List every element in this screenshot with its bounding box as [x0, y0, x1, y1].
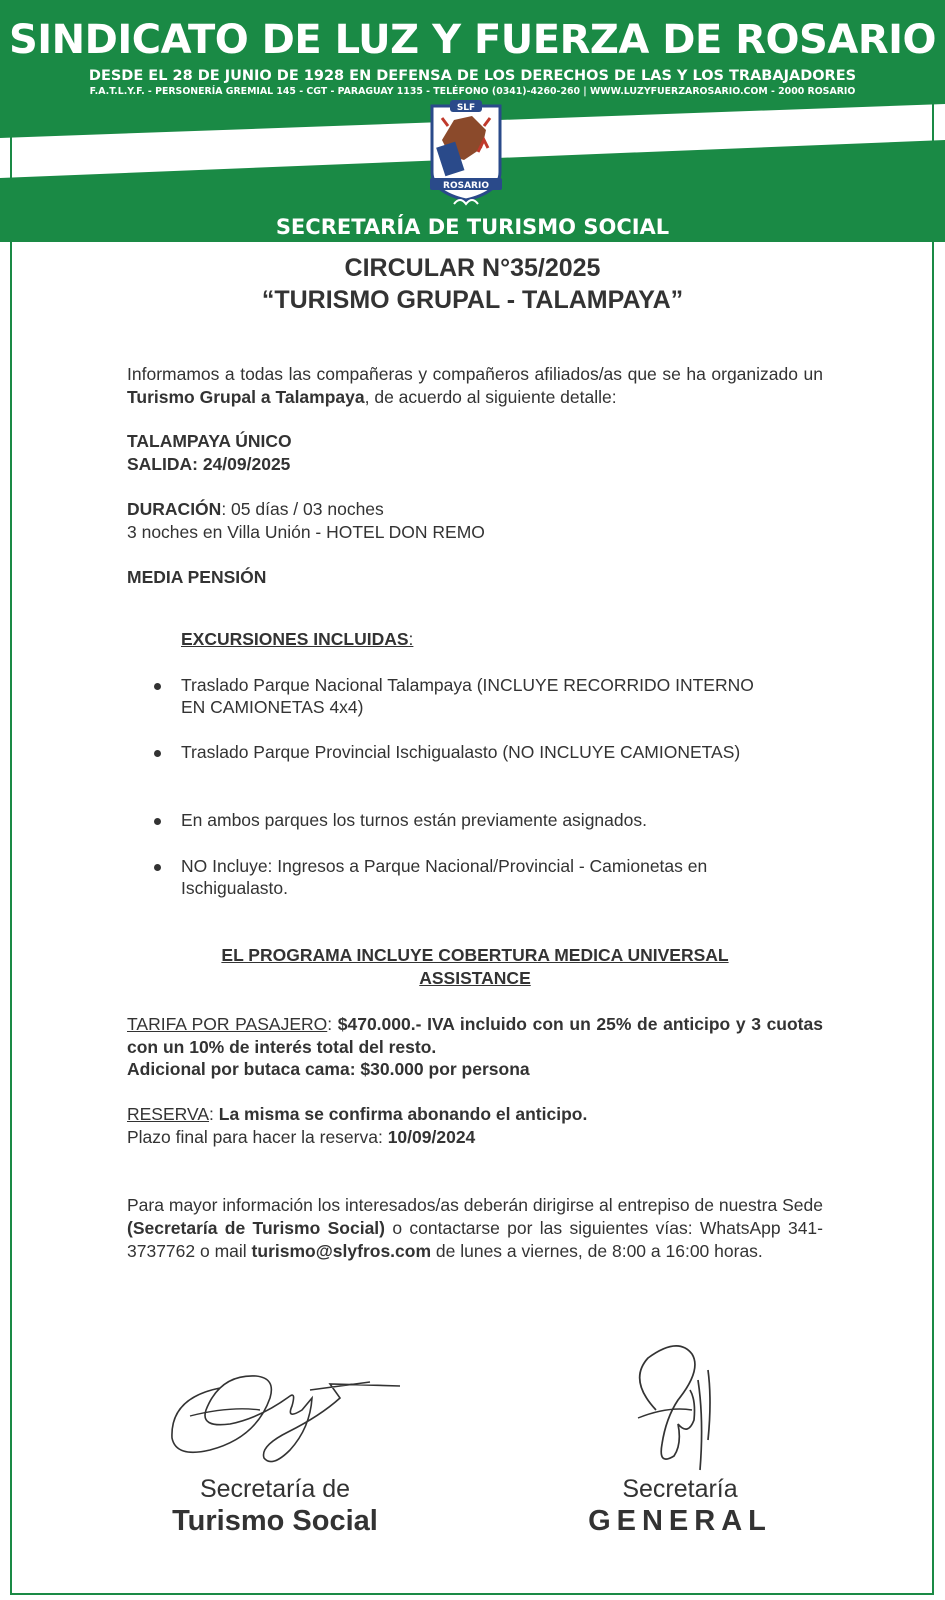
contact-email[interactable]: turismo@slyfros.com	[251, 1241, 432, 1261]
reservation-label: RESERVA	[127, 1104, 210, 1124]
duration-label: DURACIÓN	[127, 499, 222, 519]
signatory-title: Secretaría	[622, 1475, 738, 1503]
list-item: NO Incluye: Ingresos a Parque Nacional/Provincial - Camionetas en Ischigualasto.	[152, 855, 832, 899]
trip-departure: SALIDA: 24/09/2025	[127, 454, 291, 474]
letterhead	[0, 0, 945, 245]
list-item: Traslado Parque Nacional Talampaya (INCLUYE RECORRIDO INTERNO EN CAMIONETAS 4x4)	[152, 674, 832, 718]
bullet-icon	[154, 683, 161, 690]
circular-subject: “TURISMO GRUPAL - TALAMPAYA”	[261, 286, 684, 314]
bullet-icon	[154, 818, 161, 825]
logo-initials: SLF	[456, 103, 476, 113]
signatory-office: Turismo Social	[172, 1505, 378, 1537]
trip-name: TALAMPAYA ÚNICO	[127, 431, 292, 451]
union-contact-info: F.A.T.L.Y.F. - PERSONERÍA GREMIAL 145 - CGT - PARAGUAY 1135 - TELÉFONO (0341)-4260-260 | WWW.LUZYFUERZAROSARIO.COM - 2000 ROSARIO	[89, 86, 856, 97]
union-name: SINDICATO DE LUZ Y FUERZA DE ROSARIO	[8, 17, 937, 63]
signature-block-tourism	[150, 1474, 400, 1538]
union-motto: DESDE EL 28 DE JUNIO DE 1928 EN DEFENSA DE LOS DERECHOS DE LAS Y LOS TRABAJADORES	[88, 68, 857, 84]
fare-paragraph: TARIFA POR PASAJERO: $470.000.- IVA incluido con un 25% de anticipo y 3 cuotas con un 10% de interés total del resto.	[127, 1014, 823, 1057]
excursions-heading: EXCURSIONES INCLUIDAS:	[181, 629, 414, 649]
medical-coverage: EL PROGRAMA INCLUYE COBERTURA MEDICA UNIVERSAL ASSISTANCE	[221, 945, 729, 988]
circular-title	[0, 252, 945, 316]
fare-extra: Adicional por butaca cama: $30.000 por persona	[127, 1059, 530, 1079]
trip-lodging: 3 noches en Villa Unión - HOTEL DON REMO	[127, 522, 485, 542]
reservation: RESERVA: La misma se confirma abonando el anticipo. Plazo final para hacer la reserva: 10/09/2024	[127, 1104, 588, 1147]
signature-general	[618, 1340, 728, 1490]
fare-value: $470.000.- IVA incluido con un 25% de anticipo y 3 cuotas con un 10% de interés total del resto.	[127, 1014, 823, 1057]
secretariat-name: SECRETARÍA DE TURISMO SOCIAL	[275, 215, 670, 239]
trip-duration	[127, 498, 823, 544]
bullet-icon	[154, 750, 161, 757]
union-logo	[428, 100, 504, 212]
duration-value: : 05 días / 03 noches	[221, 499, 384, 519]
fare-label: TARIFA POR PASAJERO	[127, 1014, 328, 1034]
trip-highlight: Turismo Grupal a Talampaya	[127, 387, 365, 407]
signature-tourism	[160, 1358, 410, 1470]
signature-block-general	[560, 1474, 800, 1538]
trip-summary	[127, 430, 823, 476]
reservation-deadline: 10/09/2024	[387, 1127, 476, 1147]
list-item: Traslado Parque Provincial Ischigualasto (NO INCLUYE CAMIONETAS)	[152, 741, 832, 763]
signatory-title: Secretaría de	[199, 1475, 351, 1503]
intro-paragraph: Informamos a todas las compañeras y compañeros afiliados/as que se ha organizado un Turismo Grupal a Talampaya, de acuerdo al siguiente detalle:	[127, 364, 823, 407]
list-item: En ambos parques los turnos están previamente asignados.	[152, 809, 832, 831]
logo-city: ROSARIO	[443, 181, 489, 191]
contact-paragraph: Para mayor información los interesados/as deberán dirigirse al entrepiso de nuestra Sede (Secretaría de Turismo Social) o contactarse por las siguientes vías: WhatsApp 341-3737762 o mail turismo@slyfros.com de lunes a viernes, de 8:00 a 16:00 horas.	[127, 1195, 823, 1261]
circular-number: CIRCULAR N°35/2025	[344, 254, 601, 282]
meal-plan: MEDIA PENSIÓN	[127, 567, 267, 587]
signatory-office: GENERAL	[588, 1505, 772, 1537]
bullet-icon	[154, 864, 161, 871]
